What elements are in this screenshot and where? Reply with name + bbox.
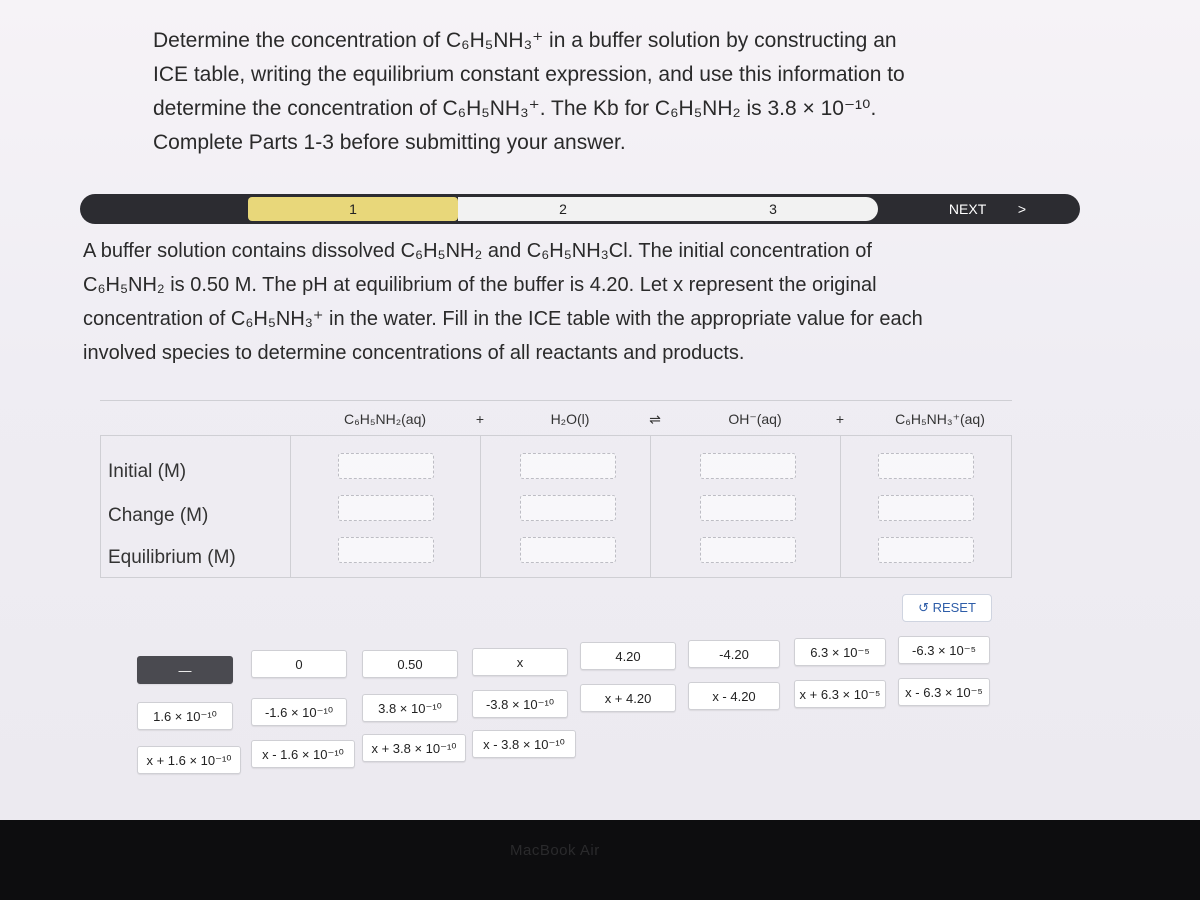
answer-tile[interactable]: x (472, 648, 568, 676)
column-head-equilibrium-arrow: ⇌ (649, 411, 661, 427)
step-1-tab[interactable]: 1 (248, 197, 458, 221)
answer-tile[interactable]: 0.50 (362, 650, 458, 678)
problem-line-2: C₆H₅NH₂ is 0.50 M. The pH at equilibrium of the buffer is 4.20. Let x represent the original (83, 274, 877, 296)
answer-tile[interactable]: x - 1.6 × 10⁻¹⁰ (251, 740, 355, 768)
column-head-anilinium: C₆H₅NH₃⁺(aq) (895, 411, 985, 427)
table-bottom-line (100, 577, 1012, 578)
step-2-tab[interactable]: 2 (458, 197, 668, 221)
answer-tile[interactable]: 6.3 × 10⁻⁵ (794, 638, 886, 666)
answer-tile[interactable]: -1.6 × 10⁻¹⁰ (251, 698, 347, 726)
column-head-water: H₂O(l) (550, 411, 590, 427)
intro-line-1: Determine the concentration of C₆H₅NH₃⁺ in a buffer solution by constructing an (153, 29, 897, 52)
answer-tile[interactable]: x + 3.8 × 10⁻¹⁰ (362, 734, 466, 762)
question-intro (153, 24, 973, 160)
row-label-initial: Initial (M) (108, 461, 187, 482)
column-head-hydroxide: OH⁻(aq) (728, 411, 782, 427)
chevron-right-icon: > (1017, 201, 1027, 217)
drop-cell-water-initial[interactable] (520, 453, 616, 479)
intro-line-4: Complete Parts 1-3 before submitting your answer. (153, 131, 626, 154)
answer-tile[interactable]: x - 6.3 × 10⁻⁵ (898, 678, 990, 706)
answer-tile[interactable]: 4.20 (580, 642, 676, 670)
column-divider (650, 435, 651, 577)
answer-tile[interactable]: 1.6 × 10⁻¹⁰ (137, 702, 233, 730)
drop-cell-anilinium-change[interactable] (878, 495, 974, 521)
bezel-brand-label: MacBook Air (510, 842, 600, 859)
drop-cell-hydroxide-initial[interactable] (700, 453, 796, 479)
row-label-change: Change (M) (108, 505, 209, 526)
header-divider (100, 435, 1012, 436)
problem-line-1: A buffer solution contains dissolved C₆H₅NH₂ and C₆H₅NH₃Cl. The initial concentration of (83, 240, 872, 262)
drop-cell-aniline-initial[interactable] (338, 453, 434, 479)
answer-tile[interactable]: -4.20 (688, 640, 780, 668)
intro-line-2: ICE table, writing the equilibrium constant expression, and use this information to (153, 63, 905, 86)
row-label-equilibrium: Equilibrium (M) (108, 547, 236, 568)
answer-tile[interactable]: x - 3.8 × 10⁻¹⁰ (472, 730, 576, 758)
column-divider (290, 435, 291, 577)
column-head-plus-2: + (835, 411, 845, 427)
column-divider (100, 435, 101, 577)
column-head-plus-1: + (475, 411, 485, 427)
drop-cell-aniline-change[interactable] (338, 495, 434, 521)
next-label: NEXT (948, 201, 986, 217)
problem-statement (83, 234, 1013, 370)
column-head-aniline: C₆H₅NH₂(aq) (343, 411, 427, 427)
reset-button[interactable] (902, 594, 992, 622)
problem-line-4: involved species to determine concentrations of all reactants and products. (83, 342, 745, 364)
answer-tile[interactable]: x + 6.3 × 10⁻⁵ (794, 680, 886, 708)
intro-line-3: determine the concentration of C₆H₅NH₃⁺. The Kb for C₆H₅NH₂ is 3.8 × 10⁻¹⁰. (153, 97, 877, 120)
column-divider (480, 435, 481, 577)
progress-bar (80, 194, 1080, 224)
drop-cell-water-equilibrium[interactable] (520, 537, 616, 563)
answer-tile[interactable]: 0 (251, 650, 347, 678)
drop-cell-hydroxide-equilibrium[interactable] (700, 537, 796, 563)
reset-icon: ↺ (918, 600, 933, 615)
drop-cell-anilinium-initial[interactable] (878, 453, 974, 479)
step-3-tab[interactable]: 3 (668, 197, 878, 221)
answer-tile[interactable]: -3.8 × 10⁻¹⁰ (472, 690, 568, 718)
ice-table (100, 400, 1012, 577)
laptop-bezel (0, 820, 1200, 900)
problem-line-3: concentration of C₆H₅NH₃⁺ in the water. Fill in the ICE table with the appropriate value for each (83, 308, 923, 330)
answer-tile[interactable]: x + 1.6 × 10⁻¹⁰ (137, 746, 241, 774)
answer-tile[interactable]: x - 4.20 (688, 682, 780, 710)
drop-cell-anilinium-equilibrium[interactable] (878, 537, 974, 563)
column-divider (1011, 435, 1012, 577)
answer-tile[interactable]: — (137, 656, 233, 684)
answer-tile[interactable]: x + 4.20 (580, 684, 676, 712)
drop-cell-hydroxide-change[interactable] (700, 495, 796, 521)
reset-label: RESET (932, 600, 976, 615)
column-divider (840, 435, 841, 577)
answer-tile[interactable]: 3.8 × 10⁻¹⁰ (362, 694, 458, 722)
answer-tile[interactable]: -6.3 × 10⁻⁵ (898, 636, 990, 664)
next-button[interactable] (900, 194, 1075, 224)
drop-cell-aniline-equilibrium[interactable] (338, 537, 434, 563)
drop-cell-water-change[interactable] (520, 495, 616, 521)
